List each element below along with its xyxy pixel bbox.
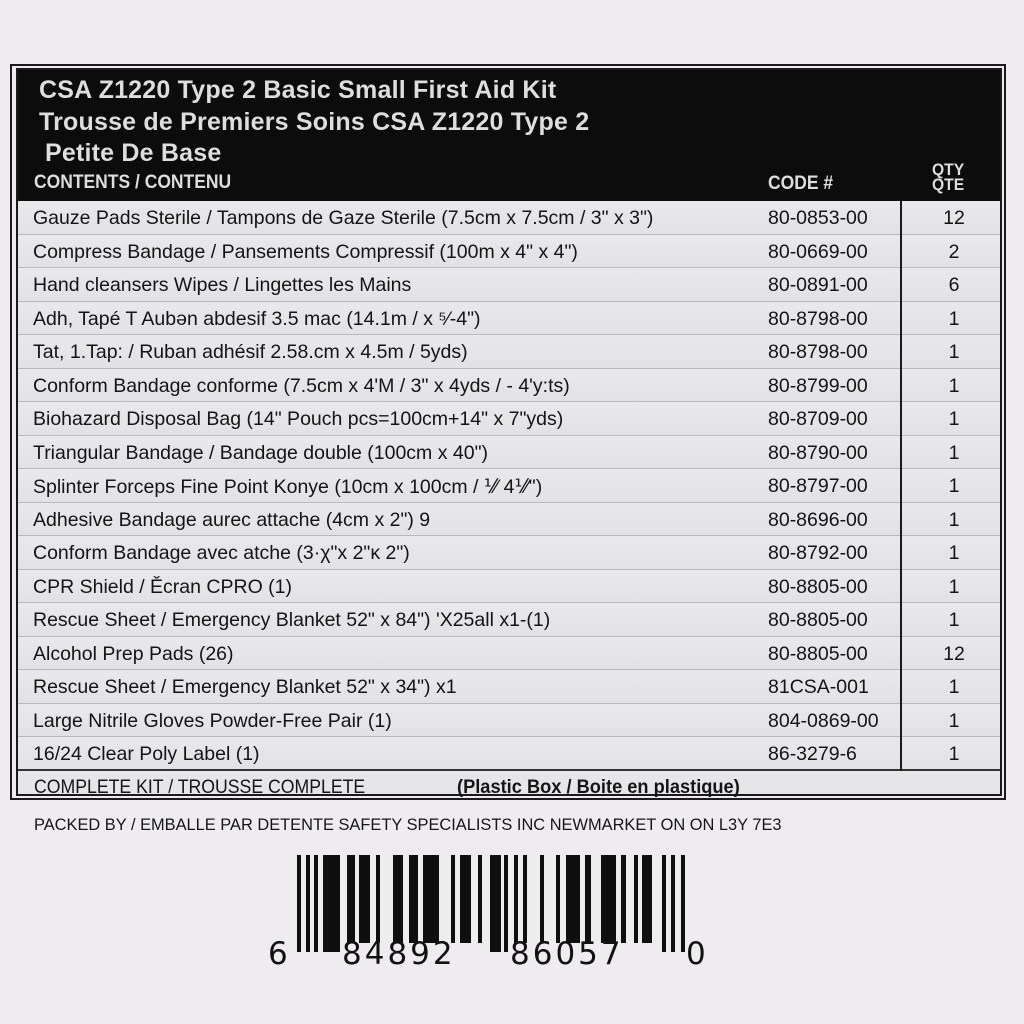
item-qty: 6 [948,274,960,296]
item-code: 81CSA-001 [768,676,869,698]
item-qty: 1 [948,508,960,531]
item-qty: 1 [948,609,960,631]
item-qty: 1 [948,743,960,765]
table-row [18,369,1000,403]
table-row [18,469,1000,503]
item-code: 80-8798-00 [768,341,868,363]
item-qty: 1 [948,676,960,698]
barcode-bars-icon [262,852,732,952]
item-qty: 1 [948,475,960,497]
item-description: Compress Bandage / Pansements Compressif (100m x 4" x 4") [33,240,578,263]
item-description: Hand cleansers Wipes / Lingettes les Mains [33,274,412,296]
table-row [18,637,1000,671]
item-qty: 1 [948,341,960,363]
column-header-qty-fr: QTE [932,175,965,194]
column-header-code: CODE # [768,173,834,194]
item-code: 80-8709-00 [768,408,868,430]
item-description: Adh, Tapé T Aubən abdesif 3.5 mac (14.1m / x ⁵⁄-4") [33,307,481,330]
column-header-contents: CONTENTS / CONTENU [34,172,232,193]
table-row [18,570,1000,604]
item-qty: 12 [943,642,965,665]
item-description: Conform Bandage conforme (7.5cm x 4'M / 3" x 4yds / - 4'y:ts) [33,374,570,397]
item-code: 80-0891-00 [768,274,868,296]
item-description: Tat, 1.Tap: / Ruban adhésif 2.58.cm x 4.5m / 5yds) [33,341,468,363]
table-row [18,503,1000,537]
item-qty: 1 [948,542,960,564]
barcode-digit-last: 0 [686,936,709,972]
table-row [18,436,1000,470]
table-row [18,603,1000,637]
item-qty: 1 [948,709,960,732]
item-qty: 1 [948,408,960,430]
item-code: 80-8792-00 [768,542,868,564]
item-qty: 1 [948,575,960,598]
item-qty: 1 [948,307,960,330]
item-code: 80-8799-00 [768,374,868,397]
complete-kit-row [18,771,1000,802]
table-row [18,235,1000,269]
complete-kit-label: COMPLETE KIT / TROUSSE COMPLETE [34,777,366,798]
table-row [18,335,1000,369]
column-header-qty-en: QTY [932,160,965,179]
table-row [18,670,1000,704]
item-code: 80-8805-00 [768,575,868,598]
item-code: 80-8805-00 [768,609,868,631]
item-code: 80-8805-00 [768,642,868,665]
table-row [18,737,1000,771]
item-description: Rescue Sheet / Emergency Blanket 52" x 84") 'X25all x1-(1) [33,609,551,631]
item-description: Splinter Forceps Fine Point Konye (10cm x 100cm / ⅟⁄ 4⅟⁄") [33,476,543,498]
item-qty: 12 [943,207,965,229]
item-qty: 1 [948,441,960,464]
table-row [18,704,1000,738]
item-description: Conform Bandage avec atche (3·χ"x 2"ĸ 2") [33,542,410,564]
table-row [18,302,1000,336]
upc-barcode [262,852,732,982]
item-code: 86-3279-6 [768,743,857,765]
item-description: Gauze Pads Sterile / Tampons de Gaze Sterile (7.5cm x 7.5cm / 3" x 3") [33,207,654,229]
item-description: Biohazard Disposal Bag (14" Pouch pcs=100cm+14" x 7"yds) [33,408,564,430]
title-french-continued: Petite De Base [45,139,222,167]
title-french: Trousse de Premiers Soins CSA Z1220 Type 2 [39,108,590,136]
item-qty: 1 [948,374,960,397]
item-code: 80-8798-00 [768,307,868,330]
item-description: Alcohol Prep Pads (26) [33,642,234,665]
item-description: Triangular Bandage / Bandage double (100cm x 40") [33,441,488,464]
item-code: 80-0669-00 [768,240,868,263]
table-row [18,402,1000,436]
item-description: Adhesive Bandage aurec attache (4cm x 2") 9 [33,508,431,531]
barcode-digits-right: 86057 [510,936,624,972]
item-code: 80-8797-00 [768,475,868,497]
barcode-digits-left: 84892 [342,936,456,972]
item-description: Large Nitrile Gloves Powder-Free Pair (1) [33,709,392,732]
qty-column-divider [900,201,902,771]
item-qty: 2 [948,240,960,263]
packed-by-text: PACKED BY / EMBALLE PAR DETENTE SAFETY SPECIALISTS INC NEWMARKET ON ON L3Y 7E3 [34,815,782,834]
item-code: 80-0853-00 [768,207,868,229]
table-row [18,268,1000,302]
kit-contents-label [10,64,1006,800]
item-code: 804-0869-00 [768,709,879,732]
item-code: 80-8790-00 [768,441,868,464]
label-header [18,70,1000,201]
table-row [18,536,1000,570]
item-description: 16/24 Clear Poly Label (1) [33,743,260,765]
column-header-qty [932,162,964,192]
container-type: (Plastic Box / Boite en plastique) [457,777,740,798]
contents-table [18,201,1000,771]
item-description: CPR Shield / Ěcran CPRO (1) [33,575,292,598]
item-description: Rescue Sheet / Emergency Blanket 52" x 34") x1 [33,676,457,698]
item-code: 80-8696-00 [768,508,868,531]
title-english: CSA Z1220 Type 2 Basic Small First Aid Kit [39,76,557,104]
table-row [18,201,1000,235]
label-inner-border [16,68,1002,796]
barcode-digit-first: 6 [268,936,291,972]
